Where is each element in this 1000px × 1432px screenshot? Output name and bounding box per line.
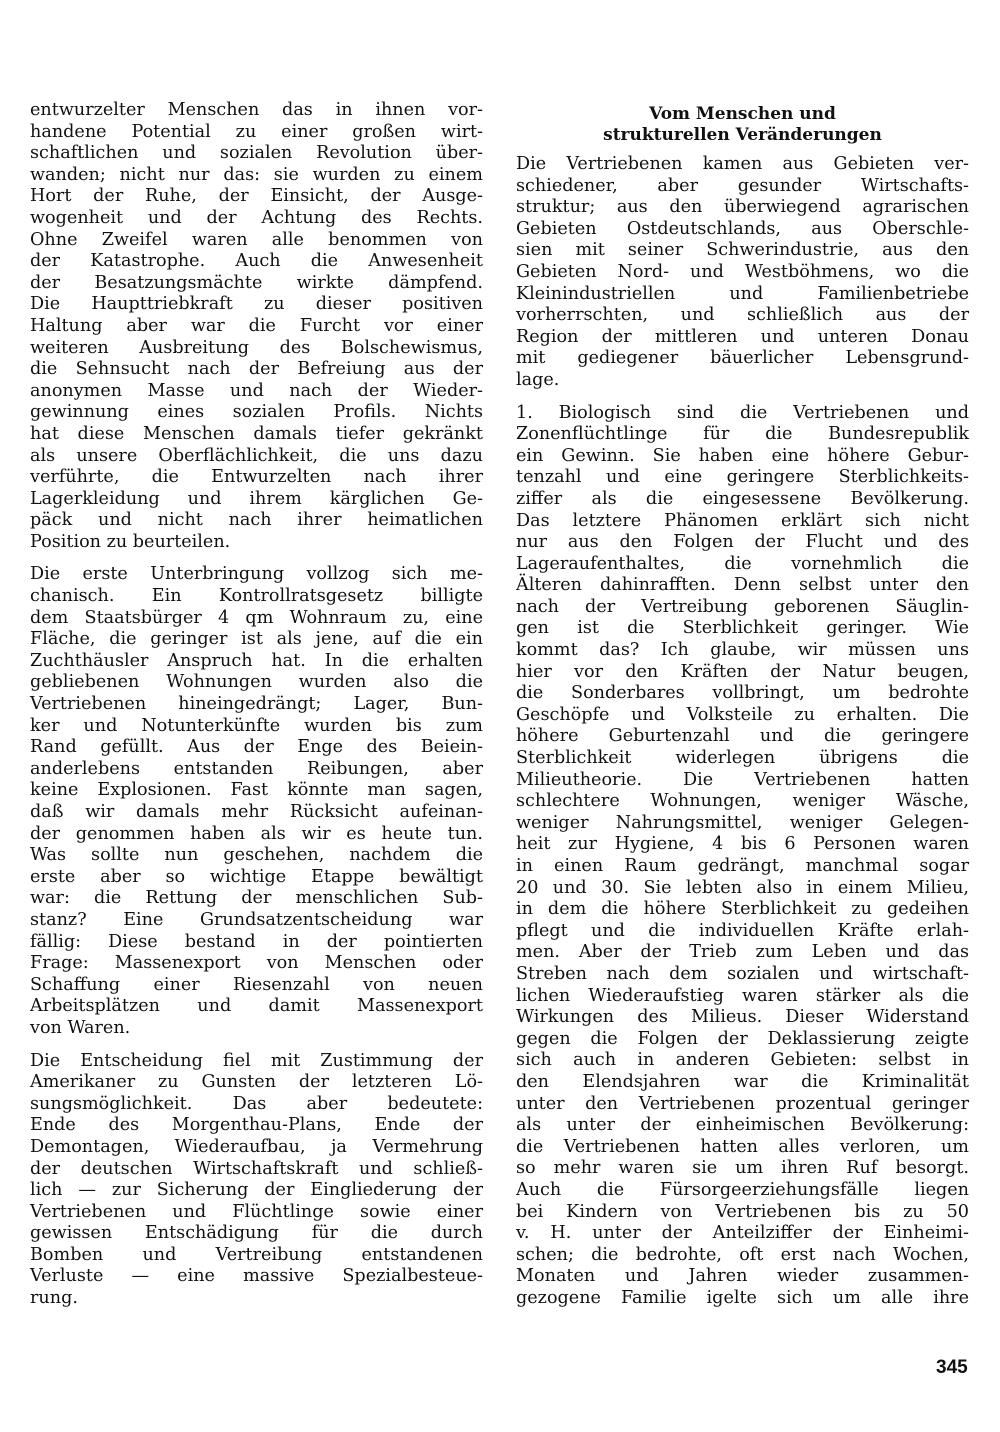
text-line: Zonenflüchtlinge für die Bundesrepublik bbox=[516, 424, 969, 445]
text-line: hat diese Menschen damals tiefer gekränkt bbox=[30, 423, 483, 444]
text-line: stanz? Eine Grundsatzentscheidung war bbox=[30, 909, 483, 930]
text-line: Die Entscheidung fiel mit Zustimmung der bbox=[30, 1050, 483, 1071]
text-line: Milieutheorie. Die Vertriebenen hatten bbox=[516, 769, 969, 790]
paragraph bbox=[30, 100, 483, 553]
text-line: Demontagen, Wiederaufbau, ja Vermehrung bbox=[30, 1136, 483, 1157]
text-line: war: die Rettung der menschlichen Sub- bbox=[30, 888, 483, 909]
paragraph bbox=[516, 154, 969, 392]
text-line: Das letztere Phänomen erklärt sich nicht bbox=[516, 510, 969, 531]
text-line: 1. Biologisch sind die Vertriebenen und bbox=[516, 402, 969, 423]
text-line: gewinnung eines sozialen Profils. Nichts bbox=[30, 402, 483, 423]
text-line: men. Aber der Trieb zum Leben und das bbox=[516, 942, 969, 963]
text-line: als unter der einheimischen Bevölkerung: bbox=[516, 1115, 969, 1136]
text-line: Gebieten Nord- und Westböhmens, wo die bbox=[516, 261, 969, 282]
text-line: so mehr waren sie um ihren Ruf besorgt. bbox=[516, 1158, 969, 1179]
text-line: ein Gewinn. Sie haben eine höhere Gebur- bbox=[516, 445, 969, 466]
text-line: keine Explosionen. Fast könnte man sagen, bbox=[30, 780, 483, 801]
text-line: Was sollte nun geschehen, nachdem die bbox=[30, 845, 483, 866]
text-line: mit gediegener bäuerlicher Lebensgrund- bbox=[516, 348, 969, 369]
text-line: Fläche, die geringer ist als jene, auf die ein bbox=[30, 629, 483, 650]
text-line: struktur; aus den überwiegend agrarischen bbox=[516, 197, 969, 218]
text-line: Monaten und Jahren wieder zusammen- bbox=[516, 1266, 969, 1287]
text-line: chanisch. Ein Kontrollratsgesetz billigte bbox=[30, 586, 483, 607]
text-line: Wirkungen des Milieus. Dieser Widerstand bbox=[516, 1007, 969, 1028]
text-line: den Elendsjahren war die Kriminalität bbox=[516, 1071, 969, 1092]
text-line: die Vertriebenen hatten alles verloren, um bbox=[516, 1136, 969, 1157]
text-line: fällig: Diese bestand in der pointierten bbox=[30, 931, 483, 952]
text-line: sungsmöglichkeit. Das aber bedeutete: bbox=[30, 1093, 483, 1114]
text-line: lichen Wiederaufstieg waren stärker als die bbox=[516, 985, 969, 1006]
text-line: Schaffung einer Riesenzahl von neuen bbox=[30, 974, 483, 995]
text-line: Arbeitsplätzen und damit Massenexport bbox=[30, 996, 483, 1017]
right-column-body bbox=[516, 154, 969, 1309]
text-line: Gebieten Ostdeutschlands, aus Oberschle- bbox=[516, 218, 969, 239]
text-line: handene Potential zu einer großen wirt- bbox=[30, 121, 483, 142]
text-line: Lageraufenthaltes, die vornehmlich die bbox=[516, 553, 969, 574]
right-column bbox=[516, 100, 969, 1320]
text-line: Sterblichkeit widerlegen übrigens die bbox=[516, 748, 969, 769]
text-line: als unsere Oberflächlichkeit, die uns dazu bbox=[30, 445, 483, 466]
text-line: schlechtere Wohnungen, weniger Wäsche, bbox=[516, 791, 969, 812]
text-line: Geschöpfe und Volksteile zu erhalten. Die bbox=[516, 704, 969, 725]
text-line: Verluste — eine massive Spezialbesteue- bbox=[30, 1266, 483, 1287]
text-line: Zuchthäusler Anspruch hat. In die erhalten bbox=[30, 650, 483, 671]
text-line: vorherrschten, und schließlich aus der bbox=[516, 305, 969, 326]
text-line: der deutschen Wirtschaftskraft und schließ- bbox=[30, 1158, 483, 1179]
text-line: Die Vertriebenen kamen aus Gebieten ver- bbox=[516, 154, 969, 174]
text-line: ziffer als die eingesessene Bevölkerung. bbox=[516, 488, 969, 509]
text-line: hier vor den Kräften der Natur beugen, bbox=[516, 661, 969, 682]
text-line: schen; die bedrohte, oft erst nach Wochen, bbox=[516, 1244, 969, 1265]
text-line: sich auch in anderen Gebieten: selbst in bbox=[516, 1050, 969, 1071]
text-line: weiteren Ausbreitung des Bolschewismus, bbox=[30, 337, 483, 358]
paragraph bbox=[30, 564, 483, 1039]
text-line: Ohne Zweifel waren alle benommen von bbox=[30, 229, 483, 250]
section-heading bbox=[516, 104, 969, 146]
text-line: päck und nicht nach ihrer heimatlichen bbox=[30, 510, 483, 531]
text-line: verführte, die Entwurzelten nach ihrer bbox=[30, 467, 483, 488]
text-line: Rand gefüllt. Aus der Enge des Beiein- bbox=[30, 737, 483, 758]
text-line: anderlebens entstanden Reibungen, aber bbox=[30, 758, 483, 779]
text-line: 20 und 30. Sie lebten also in einem Milieu, bbox=[516, 877, 969, 898]
text-line: lich — zur Sicherung der Eingliederung der bbox=[30, 1180, 483, 1201]
text-line: Region der mittleren und unteren Donau bbox=[516, 326, 969, 347]
text-line: Amerikaner zu Gunsten der letzteren Lö- bbox=[30, 1072, 483, 1093]
text-line: wanden; nicht nur das: sie wurden zu einem bbox=[30, 164, 483, 185]
text-line: tenzahl und eine geringere Sterblichkeits- bbox=[516, 467, 969, 488]
text-line: lage. bbox=[516, 369, 560, 390]
text-line: Streben nach dem sozialen und wirtschaft- bbox=[516, 963, 969, 984]
section-heading-line: strukturellen Veränderungen bbox=[603, 125, 882, 145]
text-line: bei Kindern von Vertriebenen bis zu 50 bbox=[516, 1201, 969, 1222]
text-line: sien mit seiner Schwerindustrie, aus den bbox=[516, 240, 969, 261]
text-line: Die Haupttriebkraft zu dieser positiven bbox=[30, 294, 483, 315]
text-line: gewissen Entschädigung für die durch bbox=[30, 1223, 483, 1244]
text-line: Lagerkleidung und ihrem kärglichen Ge- bbox=[30, 488, 483, 509]
text-line: dem Staatsbürger 4 qm Wohnraum zu, eine bbox=[30, 607, 483, 628]
page-number: 345 bbox=[936, 1357, 968, 1378]
text-line: Hort der Ruhe, der Einsicht, der Ausge- bbox=[30, 186, 483, 207]
text-line: Vertriebenen und Flüchtlinge sowie einer bbox=[30, 1201, 483, 1222]
text-line: heit zur Hygiene, 4 bis 6 Personen waren bbox=[516, 834, 969, 855]
text-line: Die erste Unterbringung vollzog sich me- bbox=[30, 564, 483, 585]
section-heading-line: Vom Menschen und bbox=[649, 104, 836, 124]
text-line: gegen die Folgen der Deklassierung zeigte bbox=[516, 1028, 969, 1049]
text-line: von Waren. bbox=[30, 1017, 131, 1038]
text-line: nur aus den Folgen der Flucht und des bbox=[516, 532, 969, 553]
text-line: Kleinindustriellen und Familienbetriebe bbox=[516, 283, 969, 304]
text-line: Bomben und Vertreibung entstandenen bbox=[30, 1244, 483, 1265]
text-line: in dem die höhere Sterblichkeit zu gedeihen bbox=[516, 899, 969, 920]
text-line: in einen Raum gedrängt, manchmal sogar bbox=[516, 856, 969, 876]
text-line: wogenheit und der Achtung des Rechts. bbox=[30, 207, 483, 228]
text-line: weniger Nahrungsmittel, weniger Gelegen- bbox=[516, 812, 969, 833]
text-line: die Sonderbares vollbringt, um bedrohte bbox=[516, 683, 969, 704]
text-line: kommt das? Ich glaube, wir müssen uns bbox=[516, 640, 969, 661]
text-line: Ende des Morgenthau-Plans, Ende der bbox=[30, 1115, 483, 1136]
paragraph bbox=[30, 1051, 483, 1310]
text-line: entwurzelter Menschen das in ihnen vor- bbox=[30, 100, 483, 120]
text-line: der Katastrophe. Auch die Anwesenheit bbox=[30, 251, 483, 272]
text-line: der genommen haben als wir es heute tun. bbox=[30, 823, 483, 844]
text-line: erste aber so wichtige Etappe bewältigt bbox=[30, 866, 483, 887]
text-line: Position zu beurteilen. bbox=[30, 531, 231, 552]
text-line: Auch die Fürsorgeerziehungsfälle liegen bbox=[516, 1179, 969, 1200]
text-line: gen ist die Sterblichkeit geringer. Wie bbox=[516, 618, 969, 639]
text-line: v. H. unter der Anteilziffer der Einheimi- bbox=[516, 1223, 969, 1244]
text-line: der Besatzungsmächte wirkte dämpfend. bbox=[30, 272, 483, 293]
text-line: pflegt und die individuellen Kräfte erlah- bbox=[516, 920, 969, 941]
text-line: gebliebenen Wohnungen wurden also die bbox=[30, 672, 483, 693]
text-line: gezogene Familie igelte sich um alle ihre bbox=[516, 1287, 969, 1308]
paragraph bbox=[516, 403, 969, 1310]
text-line: schaftlichen und sozialen Revolution über- bbox=[30, 143, 483, 164]
text-line: höhere Geburtenzahl und die geringere bbox=[516, 726, 969, 747]
text-line: Vertriebenen hineingedrängt; Lager, Bun- bbox=[30, 694, 483, 715]
left-column bbox=[30, 100, 483, 1321]
text-line: Haltung aber war die Furcht vor einer bbox=[30, 315, 483, 336]
text-line: anonymen Masse und nach der Wieder- bbox=[30, 380, 483, 401]
text-line: die Sehnsucht nach der Befreiung aus der bbox=[30, 359, 483, 380]
text-line: rung. bbox=[30, 1288, 78, 1309]
text-line: schiedener, aber gesunder Wirtschafts- bbox=[516, 175, 969, 196]
text-line: Frage: Massenexport von Menschen oder bbox=[30, 953, 483, 974]
text-line: daß wir damals mehr Rücksicht aufeinan- bbox=[30, 802, 483, 822]
text-line: unter den Vertriebenen prozentual geringer bbox=[516, 1093, 969, 1114]
text-line: Älteren dahinrafften. Denn selbst unter den bbox=[516, 575, 969, 596]
text-line: nach der Vertreibung geborenen Säuglin- bbox=[516, 596, 969, 617]
text-line: ker und Notunterkünfte wurden bis zum bbox=[30, 715, 483, 736]
